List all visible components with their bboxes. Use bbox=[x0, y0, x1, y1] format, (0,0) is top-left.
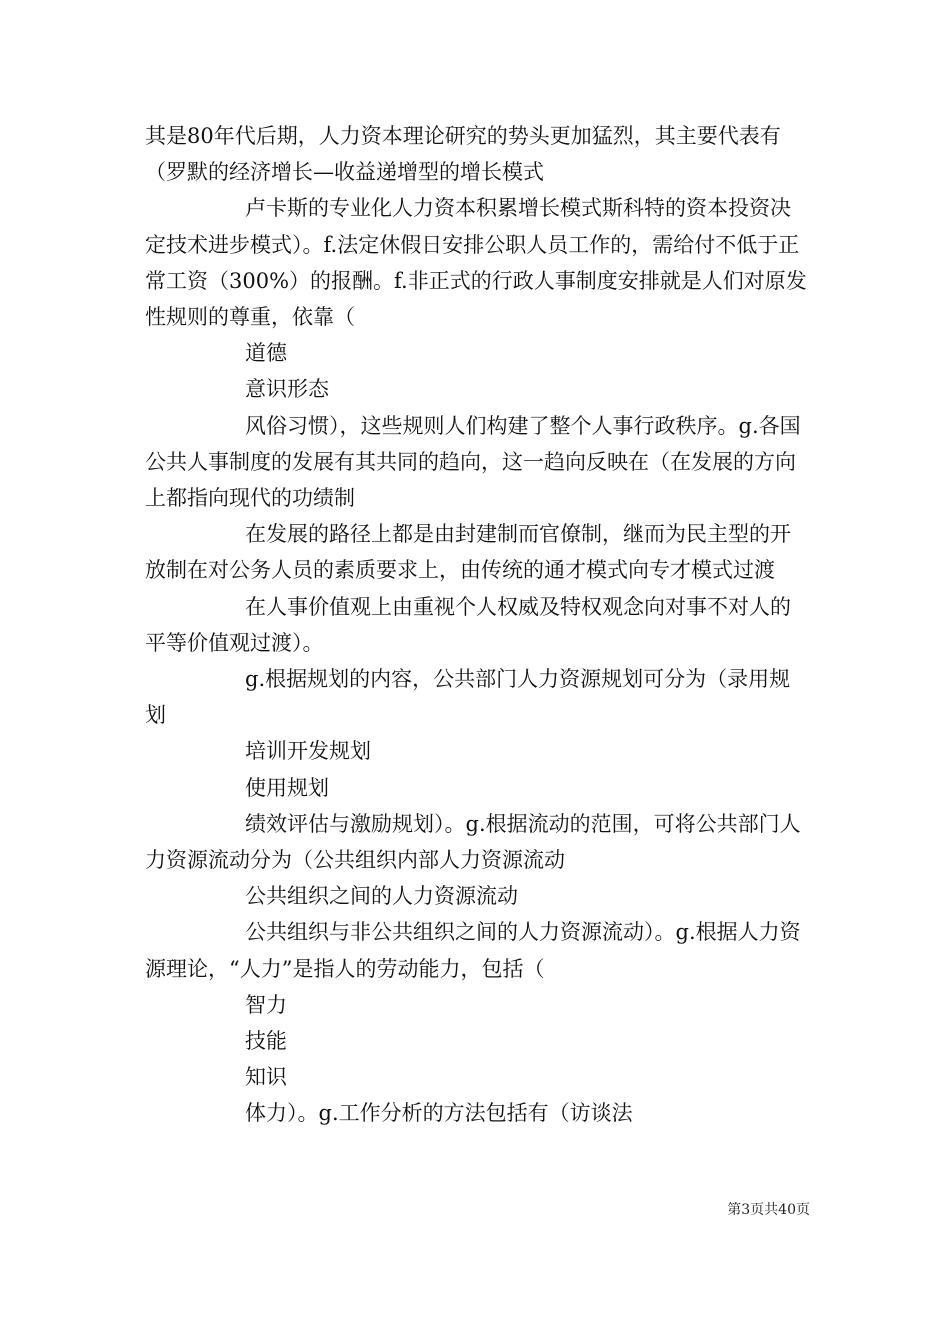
paragraph: 公共组织之间的人力资源流动 bbox=[245, 884, 518, 909]
paragraph: 使用规划 bbox=[245, 775, 329, 800]
paragraph: 培训开发规划 bbox=[245, 739, 371, 764]
page-number: 第3页共40页 bbox=[727, 1202, 810, 1218]
paragraph: 意识形态 bbox=[245, 377, 329, 402]
paragraph: g.根据规划的内容，公共部门人力资源规划可分为（录用规划 bbox=[145, 667, 791, 728]
paragraph: 体力）。g.工作分析的方法包括有（访谈法 bbox=[245, 1101, 633, 1126]
paragraph: 知识 bbox=[245, 1065, 287, 1090]
body-text bbox=[145, 118, 810, 1132]
paragraph: 智力 bbox=[245, 992, 287, 1017]
paragraph: 绩效评估与激励规划）。g.根据流动的范围，可将公共部门人力资源流动分为（公共组织内部人力资源流动 bbox=[145, 811, 801, 873]
paragraph: 风俗习惯），这些规则人们构建了整个人事行政秩序。g.各国公共人事制度的发展有其共同的趋向，这一趋向反映在（在发展的方向上都指向现代的功绩制 bbox=[145, 413, 801, 511]
paragraph: 公共组织与非公共组织之间的人力资源流动）。g.根据人力资源理论，“人力”是指人的劳动能力，包括（ bbox=[145, 920, 801, 981]
paragraph: 道德 bbox=[245, 341, 287, 366]
paragraph: 其是80年代后期，人力资本理论研究的势头更加猛烈，其主要代表有（罗默的经济增长—收益递增型的增长模式 bbox=[145, 124, 781, 185]
paragraph: 在人事价值观上由重视个人权威及特权观念向对事不对人的平等价值观过渡）。 bbox=[145, 594, 791, 655]
paragraph: 在发展的路径上都是由封建制而官僚制，继而为民主型的开放制在对公务人员的素质要求上，由传统的通才模式向专才模式过渡 bbox=[145, 522, 791, 583]
paragraph: 技能 bbox=[245, 1029, 287, 1054]
paragraph: 卢卡斯的专业化人力资本积累增长模式斯科特的资本投资决定技术进步模式）。f.法定休假日安排公职人员工作的，需给付不低于正常工资（300%）的报酬。f.非正式的行政人事制度安排就是人们对原发性规则的尊重，依靠（ bbox=[145, 196, 807, 330]
